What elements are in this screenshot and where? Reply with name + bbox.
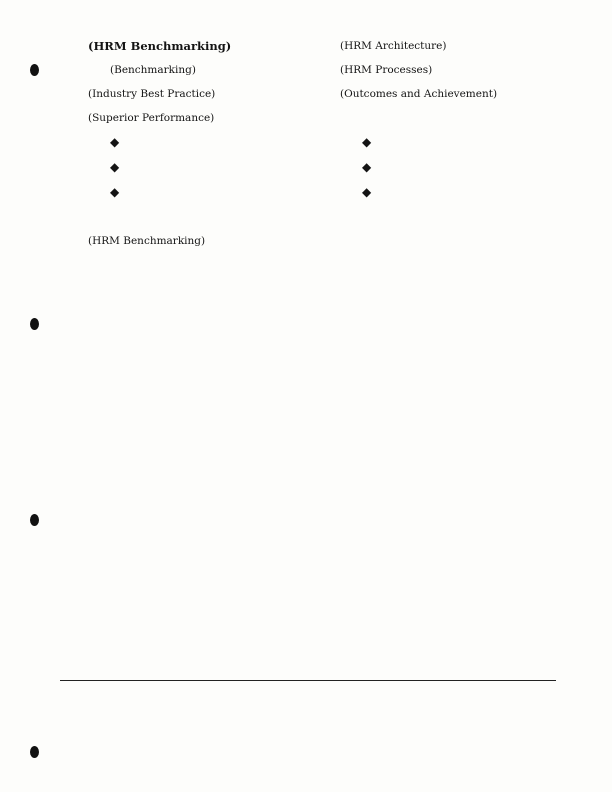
diamond-bullet-icon: ◆	[362, 160, 372, 174]
closing-paragraph-en: (HRM Benchmarking)	[88, 235, 206, 247]
paragraph-en-b: (HRM Processes)	[340, 64, 433, 76]
diamond-bullet-icon: ◆	[110, 135, 120, 149]
footnote-divider	[60, 680, 556, 681]
paragraph-en-2: (Industry Best Practice)	[88, 88, 216, 100]
bullet-item	[340, 180, 576, 205]
paragraph-en-a: (HRM Architecture)	[340, 40, 447, 52]
bullet-item	[88, 130, 324, 155]
binder-hole-icon	[30, 746, 39, 758]
paragraph-en-1: (Benchmarking)	[110, 64, 196, 76]
paragraph	[340, 106, 576, 130]
paragraph-en-c: (Outcomes and Achievement)	[340, 88, 498, 100]
bullet-item	[340, 130, 576, 155]
footnotes	[68, 688, 538, 716]
page-footer	[0, 742, 612, 766]
diamond-bullet-icon: ◆	[362, 185, 372, 199]
footnote-1	[68, 688, 538, 702]
bullet-item	[88, 155, 324, 180]
closing-paragraph	[88, 205, 324, 229]
footnote-2	[68, 702, 538, 716]
diamond-bullet-icon: ◆	[110, 160, 120, 174]
left-column	[88, 34, 324, 253]
paragraph-en-3: (Superior Performance)	[88, 112, 215, 124]
binder-hole-icon	[30, 64, 39, 76]
diamond-bullet-icon: ◆	[362, 135, 372, 149]
section-heading-en: (HRM Benchmarking)	[88, 39, 232, 53]
diamond-bullet-icon: ◆	[110, 185, 120, 199]
binder-hole-icon	[30, 514, 39, 526]
right-column	[340, 34, 576, 205]
binder-hole-icon	[30, 318, 39, 330]
bullet-item	[88, 180, 324, 205]
bullet-item	[340, 155, 576, 180]
